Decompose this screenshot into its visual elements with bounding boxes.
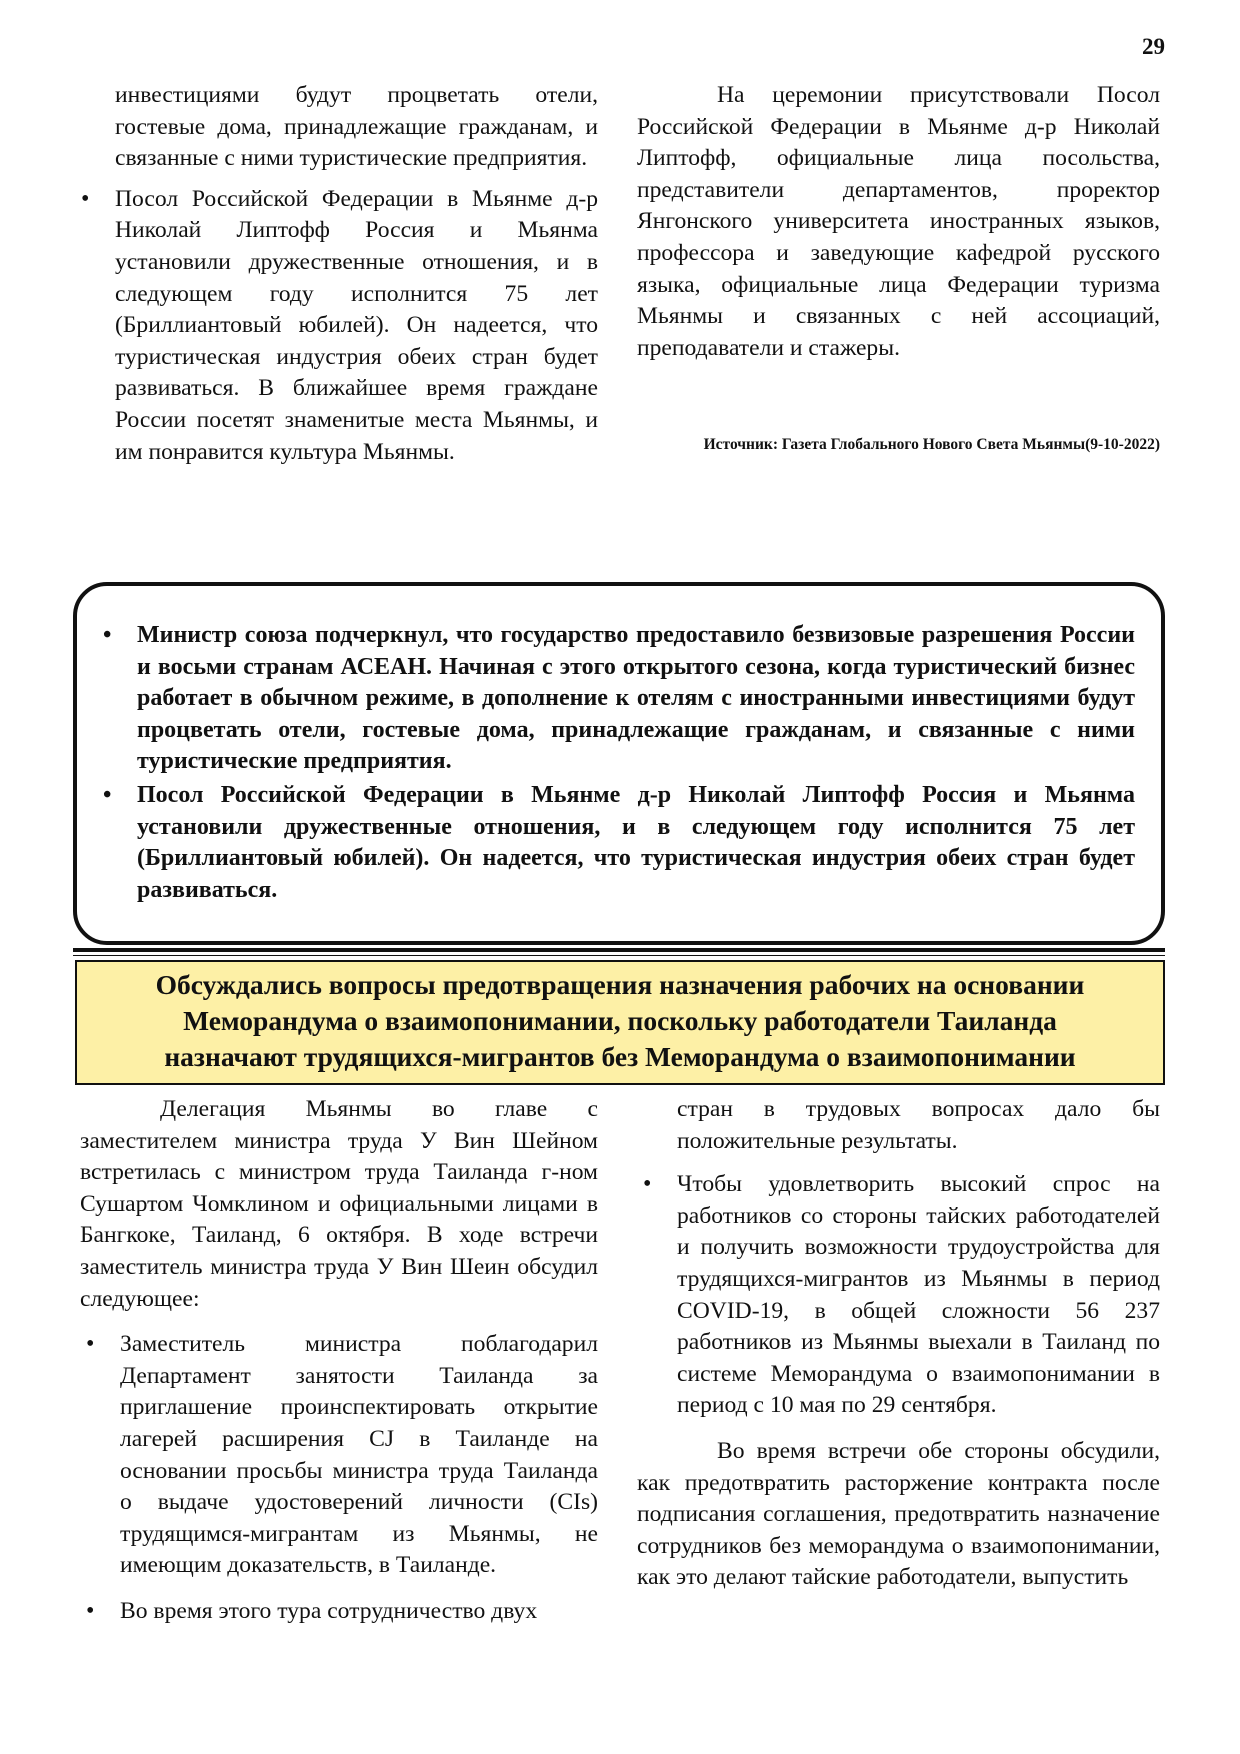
discussion-paragraph: Во время встречи обе стороны обсудили, как предотвратить расторжение контракта после подписания соглашения, предотвратить назначение сотрудников без меморандума о взаимопонимании, как это делают тайские работодатели, выпустить xyxy=(637,1437,1160,1591)
bullet-list xyxy=(75,184,598,468)
bullet-list xyxy=(80,1329,598,1627)
article-headline xyxy=(75,960,1165,1085)
list-item: • Чтобы удовлетворить высокий спрос на работников со стороны тайских работодателей и получить возможности трудоустройства для трудящихся-мигрантов из Мьянмы в период COVID-19, в общей сложности 56 237 работников из Мьянмы выехали в Таиланд по системе Меморандума о взаимопонимании в период с 10 мая по 29 сентября. xyxy=(637,1169,1160,1422)
highlight-callout-box xyxy=(73,582,1165,945)
source-citation: Источник: Газета Глобального Нового Света Мьянмы(9-10-2022) xyxy=(703,436,1160,453)
list-item: • Посол Российской Федерации в Мьянме д-р Николай Липтофф Россия и Мьянма установили дружественные отношения, и в следующем году исполнится 75 лет (Бриллиантовый юбилей). Он надеется, что туристическая индустрия обеих стран будет развиваться. xyxy=(97,780,1135,906)
list-item: • Посол Российской Федерации в Мьянме д-р Николай Липтофф Россия и Мьянма установили дружественные отношения, и в следующем году исполнится 75 лет (Бриллиантовый юбилей). Он надеется, что туристическая индустрия обеих стран будет развиваться. В ближайшее время граждане России посетят знаменитые места Мьянмы, и им понравится культура Мьянмы. xyxy=(75,184,598,468)
headline-line: назначают трудящихся-мигрантов без Меморандума о взаимопонимании xyxy=(164,1041,1076,1072)
headline-line: Меморандума о взаимопонимании, поскольку работодатели Таиланда xyxy=(183,1005,1057,1036)
headline-line: Обсуждались вопросы предотвращения назначения рабочих на основании xyxy=(155,969,1085,1000)
list-item: • Министр союза подчеркнул, что государство предоставило безвизовые разрешения России и восьми странам АСЕАН. Начиная с этого открытого сезона, когда туристический бизнес работает в обычном режиме, в дополнение к отелям с иностранными инвестициями будут процветать отели, гостевые дома, принадлежащие гражданам, и связанные с ними туристические предприятия. xyxy=(97,620,1135,778)
divider xyxy=(73,955,1165,956)
top-left-column xyxy=(75,80,598,468)
bullet-list xyxy=(637,1169,1160,1422)
bottom-left-column xyxy=(80,1094,598,1628)
callout-bullet-list xyxy=(97,620,1135,906)
list-item: • Заместитель министра поблагодарил Департамент занятости Таиланда за приглашение проинспектировать открытие лагерей расширения CJ в Таиланде на основании просьбы министра труда Таиланда о выдаче удостоверений личности (CIs) трудящимся-мигрантам из Мьянмы, не имеющим доказательств, в Таиланде. xyxy=(80,1329,598,1582)
intro-paragraph: Делегация Мьянмы во главе с заместителем министра труда У Вин Шейном встретилась с министром труда Таиланда г-ном Сушартом Чомклином и официальными лицами в Бангкоке, Таиланд, 6 октября. В ходе встречи заместитель министра труда У Вин Шеин обсудил следующее: xyxy=(80,1096,598,1312)
page-number: 29 xyxy=(1142,34,1165,59)
attendees-paragraph: На церемонии присутствовали Посол Российской Федерации в Мьянме д-р Николай Липтофф, официальные лица посольства, представители департаментов, проректор Янгонского университета иностранных языков, профессора и заведующие кафедрой русского языка, официальные лица Федерации туризма Мьянмы и связанных с ней ассоциаций, преподаватели и стажеры. xyxy=(637,82,1160,361)
continuation-paragraph: стран в трудовых вопросах дало бы положительные результаты. xyxy=(677,1096,1160,1154)
continuation-paragraph: инвестициями будут процветать отели, гостевые дома, принадлежащие гражданам, и связанные с ними туристические предприятия. xyxy=(115,82,598,172)
list-item: • Во время этого тура сотрудничество двух xyxy=(80,1596,598,1628)
bottom-right-column xyxy=(637,1094,1160,1594)
divider xyxy=(73,948,1165,952)
top-right-column xyxy=(637,80,1160,364)
